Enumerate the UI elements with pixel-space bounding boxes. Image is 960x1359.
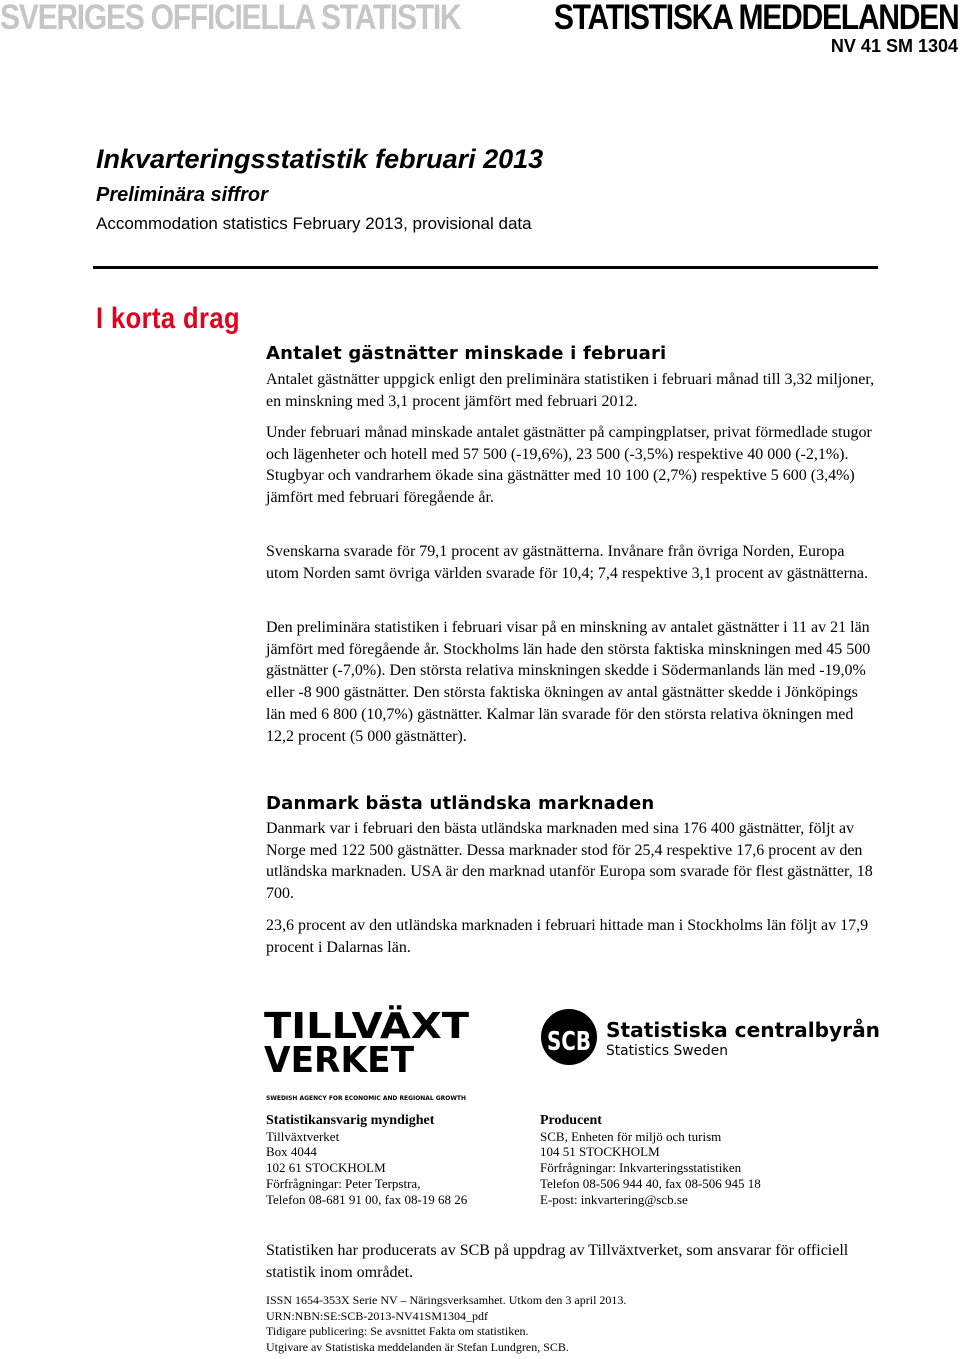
contact-producer-line: Telefon 08-506 944 40, fax 08-506 945 18	[540, 1175, 761, 1191]
banner-publication-label: STATISTISKA MEDDELANDEN	[553, 0, 958, 37]
contact-authority-line: Tillväxtverket	[266, 1128, 340, 1144]
meta-issn: ISSN 1654-353X Serie NV – Näringsverksamhet. Utkom den 3 april 2013.	[266, 1293, 627, 1307]
meta-publisher: Utgivare av Statistiska meddelanden är Stefan Lundgren, SCB.	[266, 1339, 569, 1354]
contact-producer-line: SCB, Enheten för miljö och turism	[540, 1128, 722, 1144]
contact-authority-line: Förfrågningar: Peter Terpstra,	[266, 1175, 421, 1191]
document-english-title: Accommodation statistics February 2013, provisional data	[96, 214, 532, 233]
banner-series-label: SVERIGES OFFICIELLA STATISTIK	[0, 0, 461, 37]
tillvaxtverket-logo	[264, 992, 474, 1104]
contact-authority-line: Box 4044	[266, 1144, 317, 1160]
paragraph-3: Svenskarna svarade för 79,1 procent av gästnätterna. Invånare från övriga Norden, Europa utom Norden samt övriga världen svarade för 10,4; 7,4 respektive 3,1 procent av gästnätterna.	[266, 543, 869, 582]
document-subtitle: Preliminära siffror	[96, 184, 268, 206]
heading-guest-nights: Antalet gästnätter minskade i februari	[266, 343, 667, 364]
section-title: I korta drag	[96, 302, 240, 335]
paragraph-1: Antalet gästnätter uppgick enligt den preliminära statistiken i februari månad till 3,32 miljoner, en minskning med 3,1 procent jämfört med februari 2012.	[266, 371, 875, 410]
contact-authority-heading: Statistikansvarig myndighet	[266, 1113, 435, 1128]
contact-producer-email[interactable]: E-post: inkvartering@scb.se	[540, 1191, 688, 1207]
heading-denmark: Danmark bästa utländska marknaden	[266, 793, 655, 814]
scb-logo-name: Statistiska centralbyrån	[606, 1018, 880, 1042]
scb-logo-name-en: Statistics Sweden	[606, 1043, 728, 1059]
tillvaxtverket-logo-line2: VERKET	[264, 1040, 415, 1081]
paragraph-5: Danmark var i februari den bästa utländska marknaden med sina 176 400 gästnätter, följt av Norge med 122 500 gästnätter. Dessa marknader stod för 25,4 respektive 17,6 procent av den utländska marknaden. USA är den marknad utanför Europa som svarade för flest gästnätter, 18 700.	[266, 820, 873, 903]
scb-logo-mark: SCB	[547, 1027, 591, 1057]
header-banner	[0, 0, 960, 40]
contact-authority-line: 102 61 STOCKHOLM	[266, 1160, 386, 1176]
tillvaxtverket-tagline: SWEDISH AGENCY FOR ECONOMIC AND REGIONAL GROWTH	[266, 1094, 466, 1102]
contact-producer	[540, 1113, 761, 1207]
paragraph-2: Under februari månad minskade antalet gästnätter på campingplatser, privat förmedlade stugor och lägenheter och hotell med 57 500 (-19,6%), 23 500 (-3,5%) respektive 40 000 (-2,1%). Stugbyar och vandrarhem ökade sina gästnätter med 10 100 (2,7%) respektive 5 600 (3,4%) jämfört med februari föregående år.	[266, 424, 872, 507]
contact-producer-line: Förfrågningar: Inkvarteringsstatistiken	[540, 1160, 742, 1176]
contact-producer-line: 104 51 STOCKHOLM	[540, 1144, 660, 1160]
scb-logo	[540, 993, 885, 1083]
production-note: Statistiken har producerats av SCB på uppdrag av Tillväxtverket, som ansvarar för officiell statistik inom området.	[266, 1242, 849, 1281]
contact-producer-heading: Producent	[540, 1113, 602, 1128]
paragraph-4: Den preliminära statistiken i februari visar på en minskning av antalet gästnätter i 11 av 21 län jämfört med föregående år. Stockholms län hade den största faktiska minskningen med 45 500 gästnätter (-7,0%). Den största relativa minskningen skedde i Södermanlands län med -19,0% eller -8 900 gästnätter. Den största faktiska ökningen av antal gästnätter skedde i Jönköpings län med 6 800 (10,7%) gästnätter. Kalmar län svarade för den största relativa ökningen med 12,2 procent (5 000 gästnätter).	[266, 619, 871, 745]
series-code: NV 41 SM 1304	[830, 36, 958, 56]
tillvaxtverket-logo-line1: TILLVÄXT	[264, 1006, 449, 1047]
contact-authority-line: Telefon 08-681 91 00, fax 08-19 68 26	[266, 1191, 468, 1207]
meta-urn: URN:NBN:SE:SCB-2013-NV41SM1304_pdf	[266, 1308, 489, 1323]
contact-authority	[266, 1113, 467, 1207]
paragraph-6: 23,6 procent av den utländska marknaden i februari hittade man i Stockholms län följt av 17,9 procent i Dalarnas län.	[266, 917, 869, 956]
title-divider	[93, 266, 878, 269]
document-title: Inkvarteringsstatistik februari 2013	[96, 144, 544, 174]
publication-meta	[266, 1293, 626, 1355]
meta-previous-publication: Tidigare publicering: Se avsnittet Fakta om statistiken.	[266, 1324, 529, 1338]
